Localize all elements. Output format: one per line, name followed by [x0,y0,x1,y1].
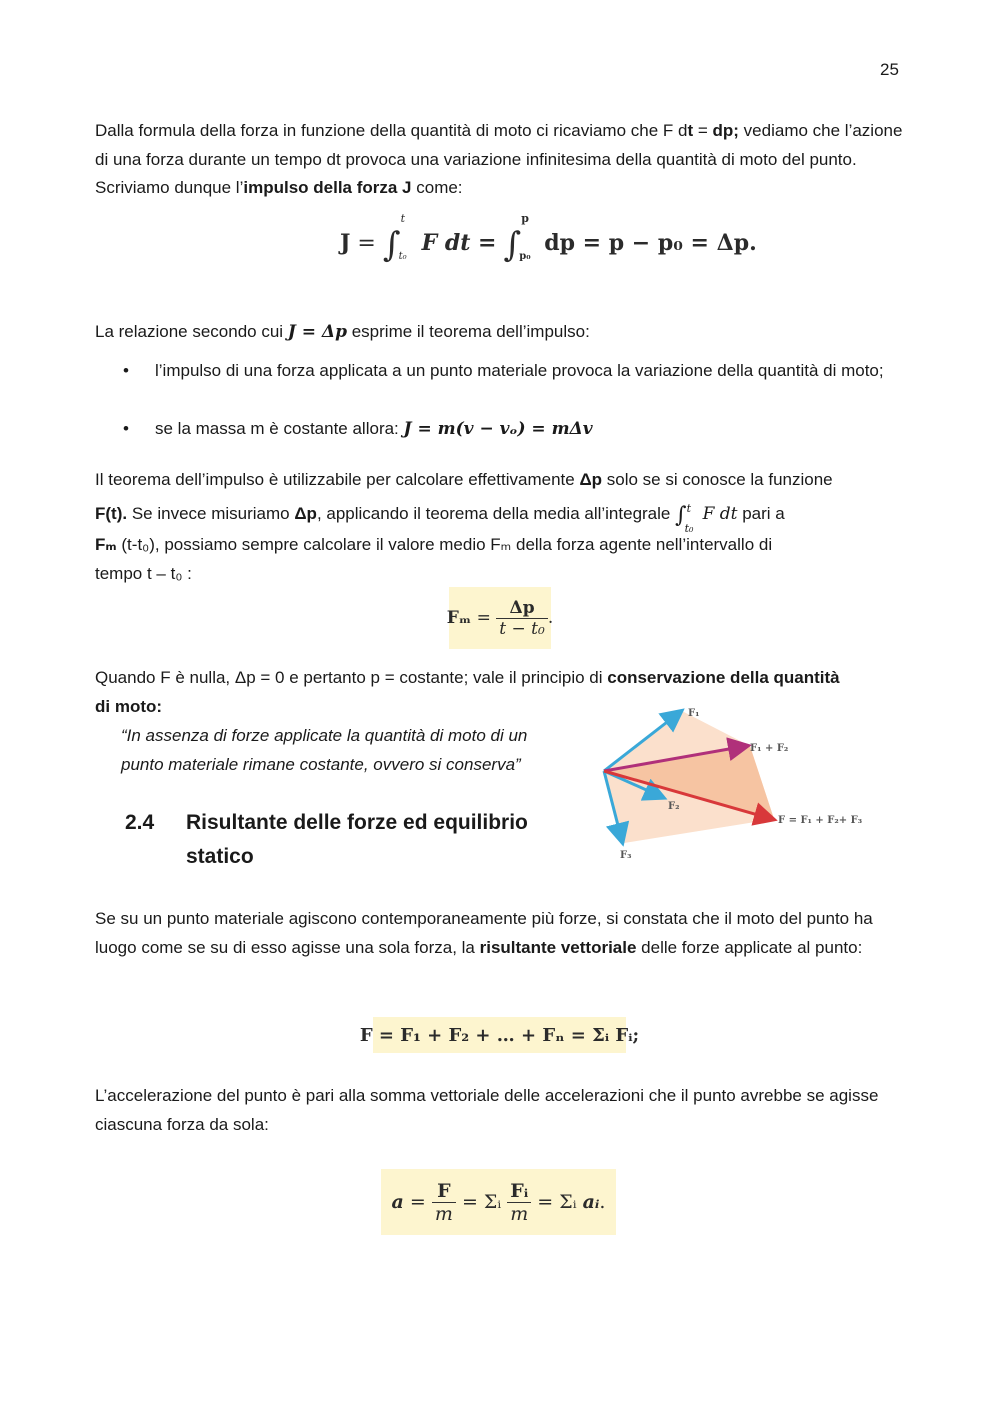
list-item [155,415,905,444]
text-bold: Δp [579,470,603,489]
quote [121,721,527,779]
text: Se invece misuriamo [127,504,295,523]
equation-mean-force [446,587,554,649]
text-bold: di moto: [95,696,163,716]
text: Il teorema dell’impulso è utilizzabile per calcolare effettivamente [95,470,580,489]
text: tempo t – t₀ : [95,563,192,583]
eq-symbol: J [340,230,351,256]
paragraph-impulse-intro [95,117,905,203]
math-inline: J = Δp [287,322,347,342]
text-bold: conservazione della quantità [607,668,840,687]
eq-symbol: = Σᵢ [537,1191,577,1213]
fraction-numerator: F [432,1180,456,1203]
bullet-icon: • [123,419,129,438]
integral-body: F dt [702,504,738,524]
section-title [186,806,528,874]
section-number: 2.4 [125,811,155,834]
paragraph-acceleration: L’accelerazione del punto è pari alla somma vettoriale delle accelerazioni che il punto avrebbe se agisse ciascuna forza da sola: [95,1086,879,1134]
text: (t-t₀), possiamo sempre calcolare il valore medio Fₘ della forza agente nell’intervallo di [116,535,773,554]
text: Quando F è nulla, Δp = 0 e pertanto p = costante; vale il principio di [95,668,608,687]
text: come: [411,178,463,197]
bullet-icon: • [123,361,129,380]
list-item: l’impulso di una forza applicata a un punto materiale provoca la variazione della quantità di moto; [155,361,884,380]
integral-lower: p₀ [519,251,531,262]
eq-symbol: Fₘ [446,608,472,628]
text-bold: F(t). [95,504,128,523]
text: , applicando il teorema della media all’integrale [316,504,676,523]
text: Dalla formula della forza in funzione della quantità di moto ci ricaviamo che F d [95,121,688,140]
paragraph-mean-theorem-cont [95,531,905,588]
fraction-denominator: m [434,1202,453,1225]
integral-upper: t [400,212,405,225]
label-f3: F₃ [620,850,632,861]
label-f1: F₁ [688,708,700,719]
equation-acceleration [381,1169,616,1235]
integral-sign: ∫ [503,225,522,265]
fraction-numerator: Δp [496,598,548,619]
integral-upper: t [686,502,691,515]
equation-force-sum [359,1017,640,1053]
eq-symbol: . [547,608,554,628]
page-number: 25 [880,60,899,79]
text: = [693,121,713,140]
text: vediamo che l’azione di una forza durante un tempo dt provoca una variazione infinitesima della quantità di moto del punto. Scriviamo dunque l’ [95,121,903,197]
label-f2: F₂ [668,801,680,812]
eq-symbol: a [391,1191,404,1213]
section-title-line: statico [186,845,254,868]
integral-upper: p [521,212,529,225]
fraction-denominator: t − t₀ [499,618,545,639]
fraction-denominator: m [510,1202,529,1225]
text-bold: dp; [712,121,739,140]
paragraph-mean-theorem [95,463,905,533]
text: solo se si conosce la funzione [602,470,833,489]
eq-symbol: aᵢ [582,1191,600,1213]
text-bold: Fₘ [95,535,117,554]
paragraph-theorem [95,318,905,347]
impulse-term: impulso della forza J [243,178,412,197]
text: delle forze applicate al punto: [636,937,863,957]
integral-sign: ∫ [675,503,687,528]
text-bold: Δp [294,504,317,523]
integral-body: dp = p − p₀ = Δp. [544,230,757,256]
text: Se su un punto materiale agiscono contemporaneamente più forze, si constata che il moto del punto ha luogo come se su di esso agisse una sola forza, la [95,909,873,957]
text-bold: t [687,121,694,140]
text-bold: risultante vettoriale [479,937,637,957]
fraction-numerator: Fᵢ [507,1180,531,1203]
force-vectors-figure [590,698,880,870]
math-inline: J = m(v − vₒ) = mΔv [403,419,593,439]
text: se la massa m è costante allora: [155,419,404,438]
eq-symbol: . [599,1191,606,1213]
quote-line: punto materiale rimane costante, ovvero si conserva” [121,755,521,774]
eq-symbol: = [409,1191,426,1213]
equation-impulse [340,212,757,268]
section-title-line: Risultante delle forze ed equilibrio [186,811,528,834]
text: esprime il teorema dell’impulso: [347,322,590,341]
integral-sign: ∫ [382,225,401,265]
eq-symbol: = [357,231,376,256]
text: pari a [737,504,785,523]
quote-line: “In assenza di forze applicate la quantità di moto di un [121,726,528,745]
eq-symbol: = [476,608,491,628]
integral-lower: t₀ [398,251,407,262]
paragraph-resultant [95,905,905,962]
integral-lower: t₀ [684,522,694,535]
text: La relazione secondo cui [95,322,288,341]
label-f1-plus-f2: F₁ + F₂ [750,743,789,754]
integral-body: F dt = [421,230,497,256]
label-resultant: F = F₁ + F₂+ F₃ [778,815,863,826]
eq-symbol: = Σᵢ [461,1191,502,1213]
eq-text: F = F₁ + F₂ + … + Fₙ = Σᵢ Fᵢ; [359,1024,640,1046]
